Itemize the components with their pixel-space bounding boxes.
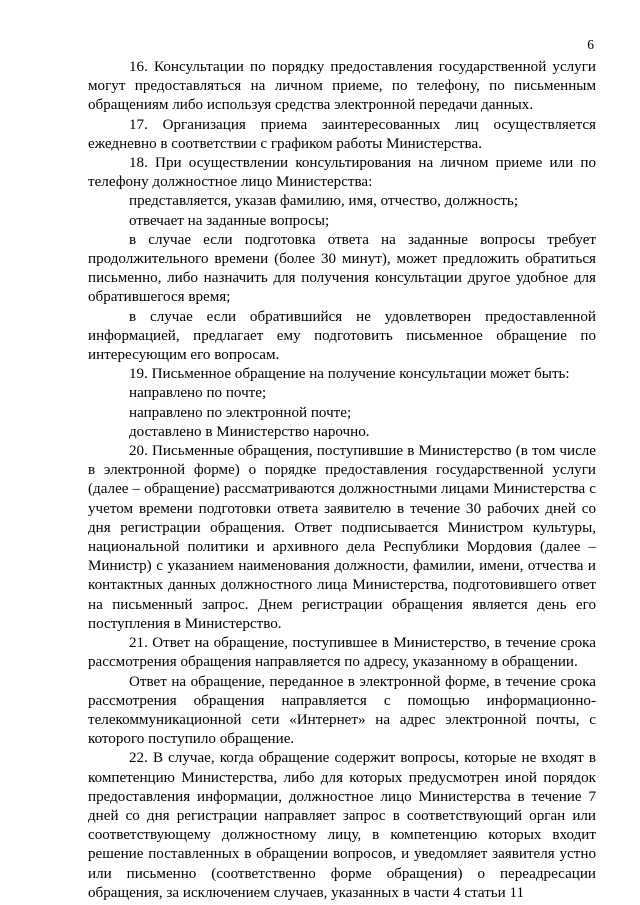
- paragraph-21-continued: Ответ на обращение, переданное в электронной форме, в течение срока рассмотрения обращения направляется с помощью информационно-телекоммуникационной сети «Интернет» на адрес электронной почты, с которого поступило обращение.: [88, 673, 596, 748]
- list-item: в случае если подготовка ответа на заданные вопросы требует продолжительного времени (более 30 минут), может предложить обратиться письменно, либо назначить для получения консультации другое удобное для обратившегося время;: [88, 231, 596, 306]
- page-number: 6: [587, 37, 594, 52]
- list-item: отвечает на заданные вопросы;: [129, 212, 330, 229]
- list-item: направлено по почте;: [129, 385, 267, 402]
- paragraph-19: 19. Письменное обращение на получение консультации может быть:: [129, 366, 570, 383]
- body-text: [88, 58, 596, 903]
- paragraph-18: 18. При осуществлении консультирования на личном приеме или по телефону должностное лицо Министерства:: [88, 155, 596, 191]
- list-item: направлено по электронной почте;: [129, 404, 352, 421]
- list-item: в случае если обратившийся не удовлетворен предоставленной информацией, предлагает ему подготовить письменное обращение по интересующим его вопросам.: [88, 308, 596, 364]
- list-item: доставлено в Министерство нарочно.: [129, 423, 370, 440]
- paragraph-20: 20. Письменные обращения, поступившие в Министерство (в том числе в электронной форме) о порядке предоставления государственной услуги (далее – обращение) рассматриваются должностными лицами Министерства с учетом времени подготовки ответа заявителю в течение 30 рабочих дней со дня регистрации обращения. Ответ подписывается Министром культуры, национальной политики и архивного дела Республики Мордовия (далее – Министр) с указанием наименования должности, фамилии, имени, отчества и контактных данных должностного лица Министерства, подготовившего ответ на письменный запрос. Днем регистрации обращения является день его поступления в Министерство.: [88, 443, 596, 632]
- paragraph-17: 17. Организация приема заинтересованных лиц осуществляется ежедневно в соответствии с графиком работы Министерства.: [88, 116, 596, 152]
- paragraph-22: 22. В случае, когда обращение содержит вопросы, которые не входят в компетенцию Министерства, либо для которых предусмотрен иной порядок предоставления информации, должностное лицо Министерства в течение 7 дней со дня регистрации направляет запрос в соответствующий орган или соответствующему должностному лицу, в компетенцию которых входит решение поставленных в обращении вопросов, и уведомляет заявителя устно или письменно (соответственно форме обращения) о переадресации обращения, за исключением случаев, указанных в части 4 статьи 11: [88, 750, 596, 901]
- paragraph-21: 21. Ответ на обращение, поступившее в Министерство, в течение срока рассмотрения обращения направляется по адресу, указанному в обращении.: [88, 635, 596, 671]
- paragraph-16: 16. Консультации по порядку предоставления государственной услуги могут предоставляться на личном приеме, по телефону, по письменным обращениям либо используя средства электронной передачи данных.: [88, 59, 596, 114]
- list-item: представляется, указав фамилию, имя, отчество, должность;: [129, 193, 519, 210]
